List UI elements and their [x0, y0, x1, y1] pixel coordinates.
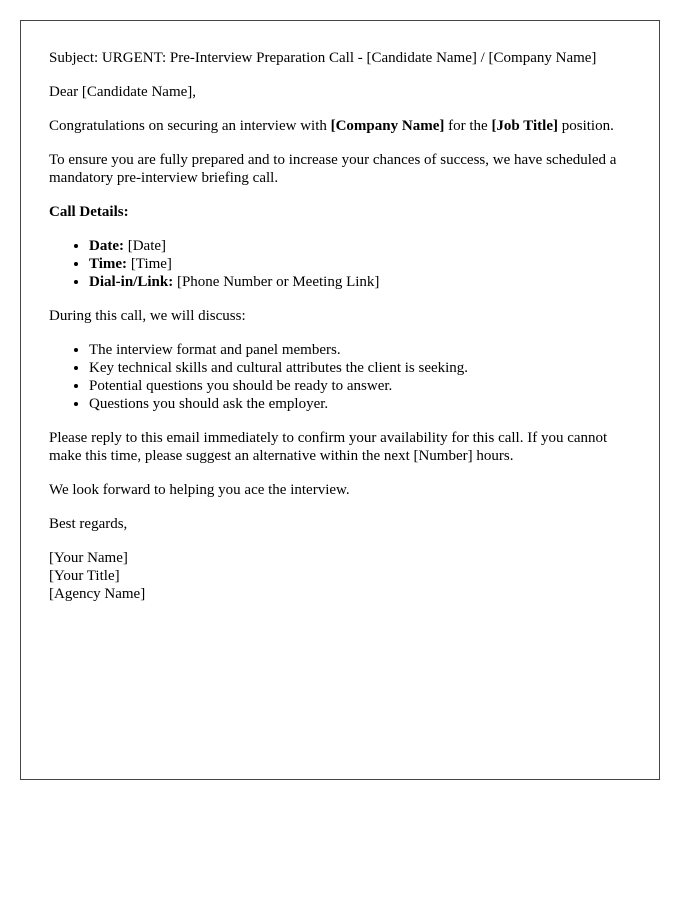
call-detail-time — [89, 255, 631, 273]
discussion-topic: • Potential questions you should be ready to answer. — [89, 377, 631, 395]
signature-name: [Your Name] — [49, 550, 128, 566]
call-details-heading-text: Call Details: — [49, 204, 129, 220]
congratulations-paragraph — [49, 117, 631, 135]
sign-off: Best regards, — [49, 516, 128, 532]
discussion-topic: • Key technical skills and cultural attributes the client is seeking. — [89, 359, 631, 377]
closing-line: We look forward to helping you ace the interview. — [49, 482, 350, 498]
discussion-topic: • Questions you should ask the employer. — [89, 395, 631, 413]
call-detail-value: [Date] — [123, 238, 167, 254]
letter-body — [20, 20, 660, 780]
call-detail-label: Time: — [89, 256, 128, 272]
reply-paragraph: Please reply to this email immediately to confirm your availability for this call. If you cannot make this time, please suggest an alternative within the next [Number] hours. — [49, 430, 608, 464]
intro-paragraph: To ensure you are fully prepared and to increase your chances of success, we have scheduled a mandatory pre-interview briefing call. — [49, 152, 617, 186]
signature-block — [49, 549, 631, 603]
call-detail-value: [Time] — [127, 256, 172, 272]
signature-agency: [Agency Name] — [49, 586, 146, 602]
discuss-intro: During this call, we will discuss: — [49, 308, 246, 324]
call-details-list — [49, 237, 631, 291]
congrats-text-after: position. — [557, 118, 614, 134]
discussion-topic: • The interview format and panel members. — [89, 341, 631, 359]
email-subject: Subject: URGENT: Pre-Interview Preparation Call - [Candidate Name] / [Company Name] — [49, 50, 597, 66]
call-detail-value: [Phone Number or Meeting Link] — [173, 274, 380, 290]
congrats-text-middle: for the — [444, 118, 492, 134]
call-detail-date — [89, 237, 631, 255]
call-detail-label: Dial-in/Link: — [89, 274, 174, 290]
salutation: Dear [Candidate Name], — [49, 84, 197, 100]
discussion-topics-list — [49, 341, 631, 413]
call-detail-label: Date: — [89, 238, 124, 254]
job-title-placeholder: [Job Title] — [491, 118, 558, 134]
company-name-placeholder: [Company Name] — [330, 118, 445, 134]
congrats-text-before: Congratulations on securing an interview with — [49, 118, 331, 134]
call-details-heading — [49, 203, 631, 221]
call-detail-dial-in — [89, 273, 631, 291]
signature-title: [Your Title] — [49, 568, 120, 584]
